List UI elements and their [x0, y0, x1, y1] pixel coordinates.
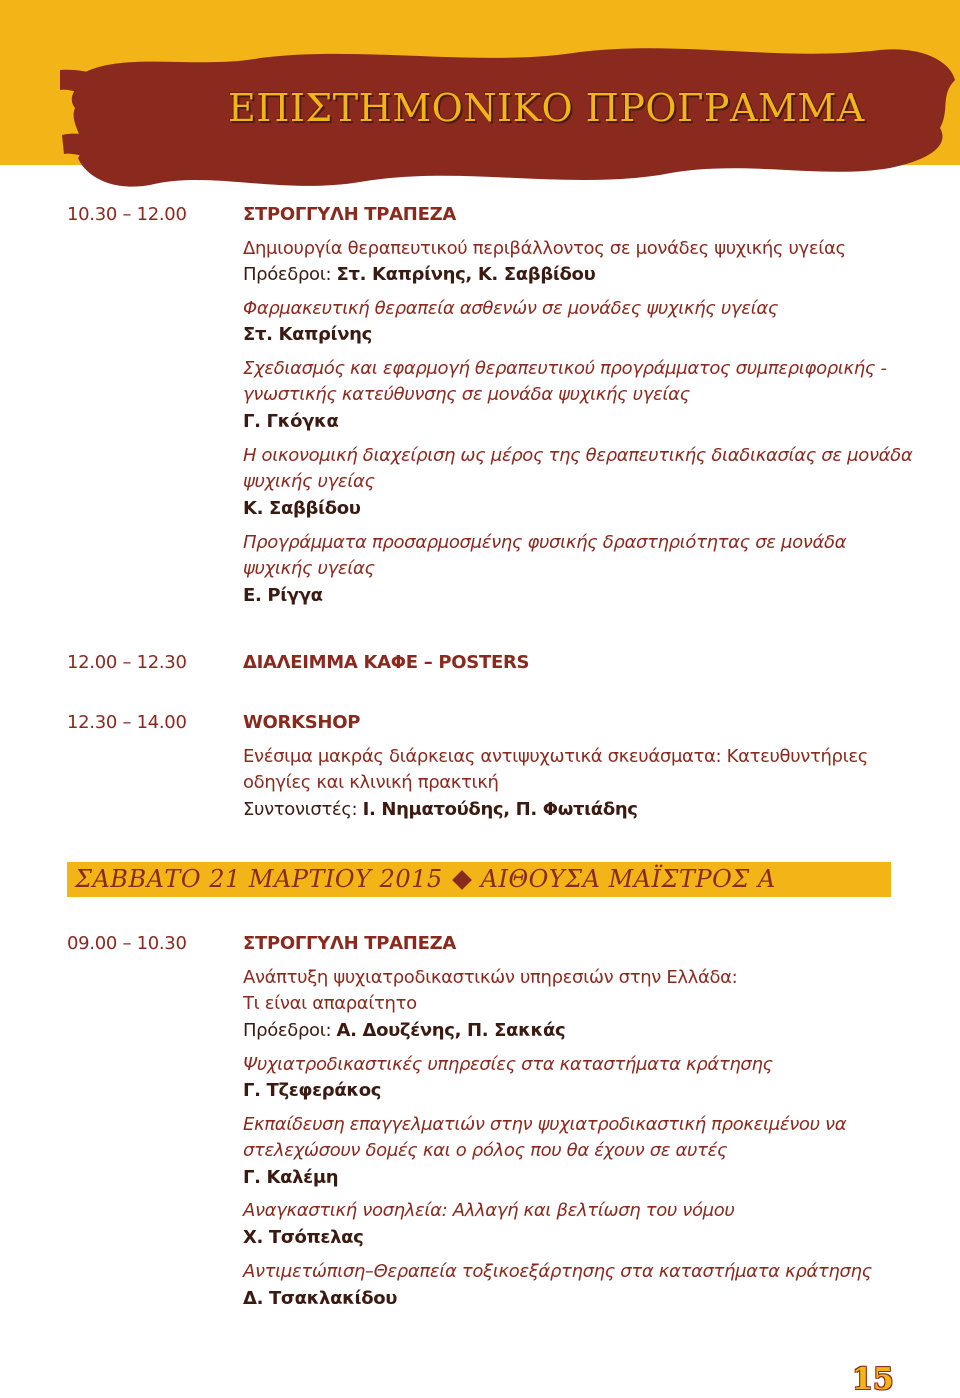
session-time: 12.30 – 14.00: [67, 712, 187, 733]
session-heading: WORKSHOP: [243, 712, 361, 733]
session-time: 09.00 – 10.30: [67, 933, 187, 954]
session-title: Ανάπτυξη ψυχιατροδικαστικών υπηρεσιών στην Ελλάδα:: [243, 967, 738, 988]
talk-speaker: Δ. Τσακλακίδου: [243, 1288, 398, 1309]
talk-speaker: Χ. Τσόπελας: [243, 1227, 364, 1248]
talk-title: Ψυχιατροδικαστικές υπηρεσίες στα καταστήματα κράτησης: [243, 1054, 773, 1075]
session-time: 12.00 – 12.30: [67, 652, 187, 673]
talk-title: Εκπαίδευση επαγγελματιών στην ψυχιατροδικαστική προκειμένου να: [243, 1114, 847, 1135]
talk-title: Αναγκαστική νοσηλεία: Αλλαγή και βελτίωση του νόμου: [243, 1200, 735, 1221]
talk-speaker: Γ. Καλέμη: [243, 1167, 339, 1188]
coordinators-label: Συντονιστές:: [243, 799, 363, 820]
day-banner: [67, 862, 891, 897]
session-heading: ΣΤΡΟΓΓΥΛΗ ΤΡΑΠΕΖΑ: [243, 933, 456, 954]
session-heading: ΣΤΡΟΓΓΥΛΗ ΤΡΑΠΕΖΑ: [243, 204, 456, 225]
talk-title: Προγράμματα προσαρμοσμένης φυσικής δραστηριότητας σε μονάδα: [243, 532, 847, 553]
diamond-separator-icon: [452, 870, 472, 890]
coordinators-names: Ι. Νηματούδης, Π. Φωτιάδης: [362, 799, 638, 820]
talk-title: Φαρμακευτική θεραπεία ασθενών σε μονάδες ψυχικής υγείας: [243, 298, 779, 319]
day-date: ΣΑΒΒΑΤΟ 21 ΜΑΡΤΙΟΥ 2015: [75, 865, 443, 893]
session-title: Ενέσιμα μακράς διάρκειας αντιψυχωτικά σκευάσματα: Κατευθυντήριες: [243, 746, 868, 767]
day-hall: ΑΙΘΟΥΣΑ ΜΑΪΣΤΡΟΣ Α: [480, 865, 776, 893]
talk-title: Αντιμετώπιση–Θεραπεία τοξικοεξάρτησης στα καταστήματα κράτησης: [243, 1261, 872, 1282]
talk-speaker: Στ. Καπρίνης: [243, 324, 372, 345]
session-time: 10.30 – 12.00: [67, 204, 187, 225]
talk-speaker: Γ. Τζεφεράκος: [243, 1080, 382, 1101]
chairs-names: Στ. Καπρίνης, Κ. Σαββίδου: [336, 264, 596, 285]
talk-title-cont: ψυχικής υγείας: [243, 558, 375, 579]
day-banner-text: [75, 865, 776, 893]
chairs-label: Πρόεδροι:: [243, 264, 337, 285]
session-chairs: [243, 264, 595, 285]
talk-speaker: Κ. Σαββίδου: [243, 498, 361, 519]
talk-title-cont: στελεχώσουν δομές και ο ρόλος που θα έχουν σε αυτές: [243, 1140, 728, 1161]
page-title: ΕΠΙΣΤΗΜΟΝΙΚΟ ΠΡΟΓΡΑΜΜΑ: [228, 86, 865, 130]
session-heading: ΔΙΑΛΕΙΜΜΑ ΚΑΦΕ – POSTERS: [243, 652, 530, 673]
session-title-cont: οδηγίες και κλινική πρακτική: [243, 772, 499, 793]
chairs-label: Πρόεδροι:: [243, 1020, 337, 1041]
talk-title: Η οικονομική διαχείριση ως μέρος της θεραπευτικής διαδικασίας σε μονάδα: [243, 445, 913, 466]
session-coordinators: [243, 799, 638, 820]
session-title-cont: Τι είναι απαραίτητο: [243, 993, 417, 1014]
session-title: Δημιουργία θεραπευτικού περιβάλλοντος σε μονάδες ψυχικής υγείας: [243, 238, 846, 259]
chairs-names: Α. Δουζένης, Π. Σακκάς: [336, 1020, 566, 1041]
talk-title-cont: ψυχικής υγείας: [243, 471, 375, 492]
talk-speaker: Ε. Ρίγγα: [243, 585, 323, 606]
session-chairs: [243, 1020, 565, 1041]
page-number: 15: [852, 1362, 894, 1397]
talk-speaker: Γ. Γκόγκα: [243, 411, 339, 432]
talk-title-cont: γνωστικής κατεύθυνσης σε μονάδα ψυχικής υγείας: [243, 384, 690, 405]
talk-title: Σχεδιασμός και εφαρμογή θεραπευτικού προγράμματος συμπεριφορικής -: [243, 358, 887, 379]
